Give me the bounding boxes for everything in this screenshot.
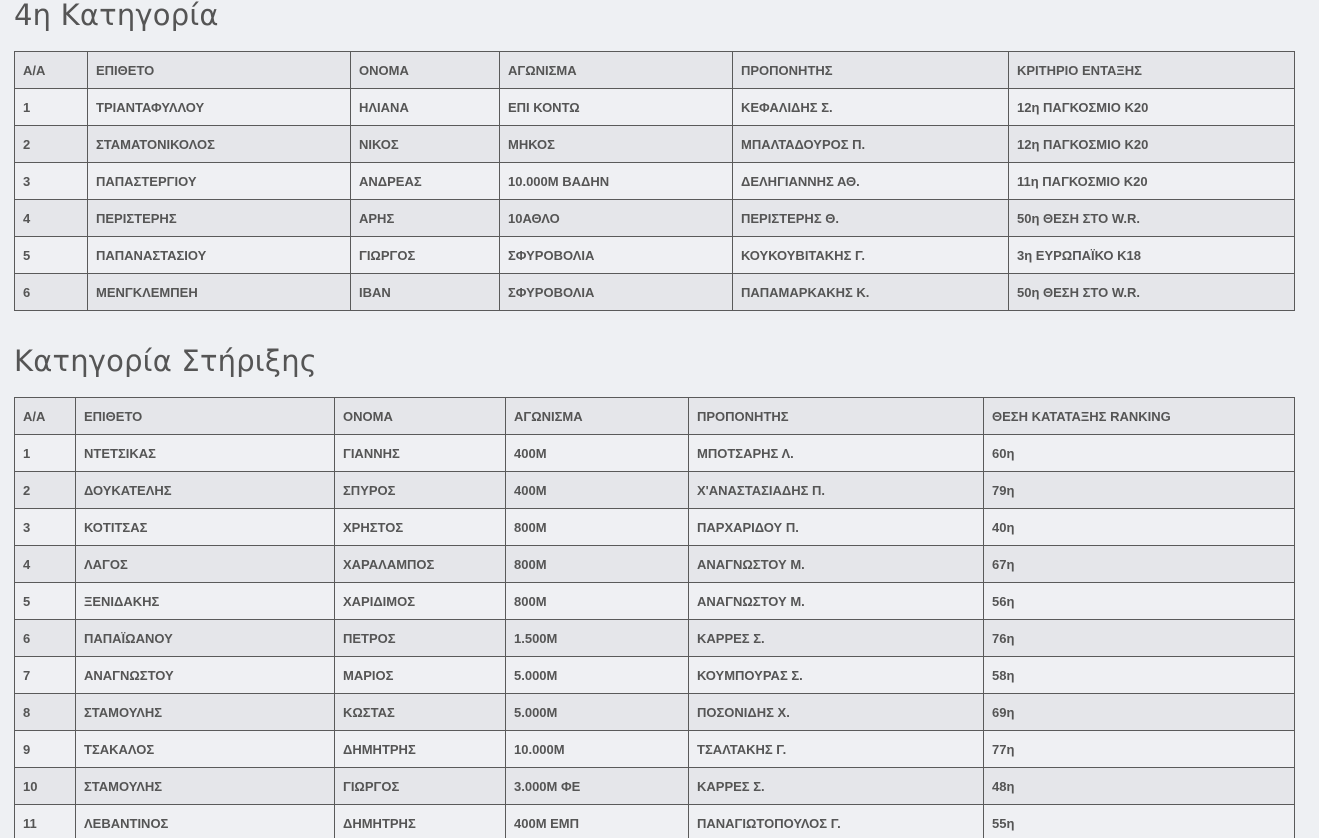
- support-table-row: [15, 509, 1295, 546]
- support-table-row: [15, 472, 1295, 509]
- support-table-cell: ΔΟΥΚΑΤΕΛΗΣ: [76, 472, 335, 509]
- cat4-table-cell: ΠΑΠΑΝΑΣΤΑΣΙΟΥ: [88, 237, 351, 274]
- support-table-cell: 7: [15, 657, 76, 694]
- support-table-cell: ΔΗΜΗΤΡΗΣ: [335, 731, 506, 768]
- cat4-table-cell: ΗΛΙΑΝΑ: [351, 89, 500, 126]
- support-category-table: [14, 397, 1295, 838]
- support-table-cell: 800Μ: [506, 583, 689, 620]
- support-table-cell: 9: [15, 731, 76, 768]
- support-header-row: [15, 398, 1295, 435]
- cat4-table-cell: ΔΕΛΗΓΙΑΝΝΗΣ ΑΘ.: [733, 163, 1009, 200]
- cat4-table-cell: 10.000Μ ΒΑΔΗΝ: [500, 163, 733, 200]
- support-column-header: ΑΓΩΝΙΣΜΑ: [506, 398, 689, 435]
- support-table-cell: 3: [15, 509, 76, 546]
- support-table-cell: ΚΟΤΙΤΣΑΣ: [76, 509, 335, 546]
- cat4-table-cell: 3: [15, 163, 88, 200]
- support-table-row: [15, 435, 1295, 472]
- support-table-cell: ΚΟΥΜΠΟΥΡΑΣ Σ.: [689, 657, 984, 694]
- cat4-table-cell: ΑΡΗΣ: [351, 200, 500, 237]
- cat4-table-cell: 12η ΠΑΓΚΟΣΜΙΟ Κ20: [1009, 89, 1295, 126]
- support-table-cell: ΠΑΝΑΓΙΩΤΟΠΟΥΛΟΣ Γ.: [689, 805, 984, 838]
- cat4-table-cell: ΜΠΑΛΤΑΔΟΥΡΟΣ Π.: [733, 126, 1009, 163]
- support-table-cell: ΠΑΡΧΑΡΙΔΟΥ Π.: [689, 509, 984, 546]
- cat4-column-header: ΟΝΟΜΑ: [351, 52, 500, 89]
- support-table-cell: 1.500Μ: [506, 620, 689, 657]
- support-table-row: [15, 805, 1295, 838]
- support-table-cell: ΧΡΗΣΤΟΣ: [335, 509, 506, 546]
- support-table-cell: ΑΝΑΓΝΩΣΤΟΥ Μ.: [689, 546, 984, 583]
- cat4-table-cell: ΙΒΑΝ: [351, 274, 500, 311]
- cat4-table-cell: ΣΦΥΡΟΒΟΛΙΑ: [500, 274, 733, 311]
- support-table-row: [15, 657, 1295, 694]
- cat4-column-header: ΕΠΙΘΕΤΟ: [88, 52, 351, 89]
- support-table-cell: 60η: [984, 435, 1295, 472]
- support-table-cell: 40η: [984, 509, 1295, 546]
- cat4-column-header: ΠΡΟΠΟΝΗΤΗΣ: [733, 52, 1009, 89]
- support-column-header: ΟΝΟΜΑ: [335, 398, 506, 435]
- support-table-cell: ΜΠΟΤΣΑΡΗΣ Λ.: [689, 435, 984, 472]
- cat4-table-cell: 4: [15, 200, 88, 237]
- support-table-cell: ΠΕΤΡΟΣ: [335, 620, 506, 657]
- cat4-table-row: [15, 237, 1295, 274]
- cat4-table-cell: ΣΤΑΜΑΤΟΝΙΚΟΛΟΣ: [88, 126, 351, 163]
- support-table-cell: 400Μ: [506, 472, 689, 509]
- support-table-cell: ΓΙΩΡΓΟΣ: [335, 768, 506, 805]
- cat4-table-cell: 11η ΠΑΓΚΟΣΜΙΟ Κ20: [1009, 163, 1295, 200]
- support-table-cell: 11: [15, 805, 76, 838]
- support-table-cell: 5.000Μ: [506, 657, 689, 694]
- support-table-cell: ΣΤΑΜΟΥΛΗΣ: [76, 694, 335, 731]
- cat4-table-cell: 5: [15, 237, 88, 274]
- support-table-cell: 3.000Μ ΦΕ: [506, 768, 689, 805]
- support-table-row: [15, 768, 1295, 805]
- support-table-row: [15, 620, 1295, 657]
- cat4-table-cell: ΕΠΙ ΚΟΝΤΩ: [500, 89, 733, 126]
- cat4-table-cell: 6: [15, 274, 88, 311]
- category-4-table: [14, 51, 1295, 311]
- support-column-header: ΕΠΙΘΕΤΟ: [76, 398, 335, 435]
- section-title-support-category: Κατηγορία Στήριξης: [14, 344, 317, 378]
- support-table-cell: 67η: [984, 546, 1295, 583]
- support-table-cell: ΝΤΕΤΣΙΚΑΣ: [76, 435, 335, 472]
- support-table-cell: 800Μ: [506, 509, 689, 546]
- cat4-header-row: [15, 52, 1295, 89]
- support-table-cell: 55η: [984, 805, 1295, 838]
- support-table-cell: 56η: [984, 583, 1295, 620]
- support-table-cell: 10.000Μ: [506, 731, 689, 768]
- cat4-table-cell: 2: [15, 126, 88, 163]
- cat4-table-cell: ΤΡΙΑΝΤΑΦΥΛΛΟΥ: [88, 89, 351, 126]
- cat4-table-cell: ΑΝΔΡΕΑΣ: [351, 163, 500, 200]
- support-table-cell: 2: [15, 472, 76, 509]
- support-table-cell: 6: [15, 620, 76, 657]
- support-column-header: ΠΡΟΠΟΝΗΤΗΣ: [689, 398, 984, 435]
- support-table-cell: 400Μ ΕΜΠ: [506, 805, 689, 838]
- cat4-table-cell: 50η ΘΕΣΗ ΣΤΟ W.R.: [1009, 200, 1295, 237]
- cat4-column-header: ΚΡΙΤΗΡΙΟ ΕΝΤΑΞΗΣ: [1009, 52, 1295, 89]
- support-table-row: [15, 546, 1295, 583]
- cat4-table-row: [15, 89, 1295, 126]
- cat4-table-row: [15, 274, 1295, 311]
- support-table-cell: ΧΑΡΙΔΙΜΟΣ: [335, 583, 506, 620]
- support-table-cell: ΧΑΡΑΛΑΜΠΟΣ: [335, 546, 506, 583]
- cat4-table-cell: ΝΙΚΟΣ: [351, 126, 500, 163]
- cat4-table-cell: ΣΦΥΡΟΒΟΛΙΑ: [500, 237, 733, 274]
- cat4-table-cell: 50η ΘΕΣΗ ΣΤΟ W.R.: [1009, 274, 1295, 311]
- support-table-cell: ΜΑΡΙΟΣ: [335, 657, 506, 694]
- support-table-cell: ΛΕΒΑΝΤΙΝΟΣ: [76, 805, 335, 838]
- support-table-cell: 5.000Μ: [506, 694, 689, 731]
- cat4-table-cell: 3η ΕΥΡΩΠΑΪΚΟ Κ18: [1009, 237, 1295, 274]
- cat4-table-cell: ΚΕΦΑΛΙΔΗΣ Σ.: [733, 89, 1009, 126]
- support-table-row: [15, 731, 1295, 768]
- support-table-cell: ΠΑΠΑΪΩΑΝΟΥ: [76, 620, 335, 657]
- support-table-row: [15, 583, 1295, 620]
- support-table-cell: ΣΠΥΡΟΣ: [335, 472, 506, 509]
- support-table-cell: 5: [15, 583, 76, 620]
- cat4-table-cell: 1: [15, 89, 88, 126]
- support-table-cell: 4: [15, 546, 76, 583]
- support-table-cell: ΞΕΝΙΔΑΚΗΣ: [76, 583, 335, 620]
- support-table-cell: ΓΙΑΝΝΗΣ: [335, 435, 506, 472]
- cat4-table-row: [15, 126, 1295, 163]
- support-table-cell: ΠΟΣΟΝΙΔΗΣ Χ.: [689, 694, 984, 731]
- support-table-cell: Χ'ΑΝΑΣΤΑΣΙΑΔΗΣ Π.: [689, 472, 984, 509]
- support-table-cell: 58η: [984, 657, 1295, 694]
- cat4-column-header: ΑΓΩΝΙΣΜΑ: [500, 52, 733, 89]
- support-table-cell: ΑΝΑΓΝΩΣΤΟΥ: [76, 657, 335, 694]
- cat4-table-cell: ΠΕΡΙΣΤΕΡΗΣ Θ.: [733, 200, 1009, 237]
- cat4-table-cell: ΚΟΥΚΟΥΒΙΤΑΚΗΣ Γ.: [733, 237, 1009, 274]
- cat4-column-header: Α/Α: [15, 52, 88, 89]
- support-table-cell: 10: [15, 768, 76, 805]
- cat4-table-cell: ΜΗΚΟΣ: [500, 126, 733, 163]
- support-table-cell: ΔΗΜΗΤΡΗΣ: [335, 805, 506, 838]
- support-table-cell: 48η: [984, 768, 1295, 805]
- support-table-cell: 69η: [984, 694, 1295, 731]
- support-table-cell: ΣΤΑΜΟΥΛΗΣ: [76, 768, 335, 805]
- cat4-table-cell: ΜΕΝΓΚΛΕΜΠΕΗ: [88, 274, 351, 311]
- support-table-cell: ΚΩΣΤΑΣ: [335, 694, 506, 731]
- support-table-cell: 76η: [984, 620, 1295, 657]
- support-table-cell: ΤΣΑΚΑΛΟΣ: [76, 731, 335, 768]
- support-column-header: ΘΕΣΗ ΚΑΤΑΤΑΞΗΣ RANKING: [984, 398, 1295, 435]
- support-table-cell: ΤΣΑΛΤΑΚΗΣ Γ.: [689, 731, 984, 768]
- cat4-table-cell: ΠΑΠΑΣΤΕΡΓΙΟΥ: [88, 163, 351, 200]
- support-table-cell: 77η: [984, 731, 1295, 768]
- support-table-cell: 8: [15, 694, 76, 731]
- cat4-table-cell: ΠΑΠΑΜΑΡΚΑΚΗΣ Κ.: [733, 274, 1009, 311]
- support-column-header: Α/Α: [15, 398, 76, 435]
- cat4-table-cell: ΓΙΩΡΓΟΣ: [351, 237, 500, 274]
- support-table-cell: ΚΑΡΡΕΣ Σ.: [689, 620, 984, 657]
- cat4-table-cell: 10ΑΘΛΟ: [500, 200, 733, 237]
- support-table-cell: 79η: [984, 472, 1295, 509]
- cat4-table-row: [15, 163, 1295, 200]
- cat4-table-cell: ΠΕΡΙΣΤΕΡΗΣ: [88, 200, 351, 237]
- support-table-cell: ΑΝΑΓΝΩΣΤΟΥ Μ.: [689, 583, 984, 620]
- support-table-cell: ΚΑΡΡΕΣ Σ.: [689, 768, 984, 805]
- support-table-row: [15, 694, 1295, 731]
- section-title-4th-category: 4η Κατηγορία: [14, 0, 219, 32]
- support-table-cell: 1: [15, 435, 76, 472]
- support-table-cell: 400Μ: [506, 435, 689, 472]
- cat4-table-cell: 12η ΠΑΓΚΟΣΜΙΟ Κ20: [1009, 126, 1295, 163]
- support-table-cell: ΛΑΓΟΣ: [76, 546, 335, 583]
- cat4-table-row: [15, 200, 1295, 237]
- support-table-cell: 800Μ: [506, 546, 689, 583]
